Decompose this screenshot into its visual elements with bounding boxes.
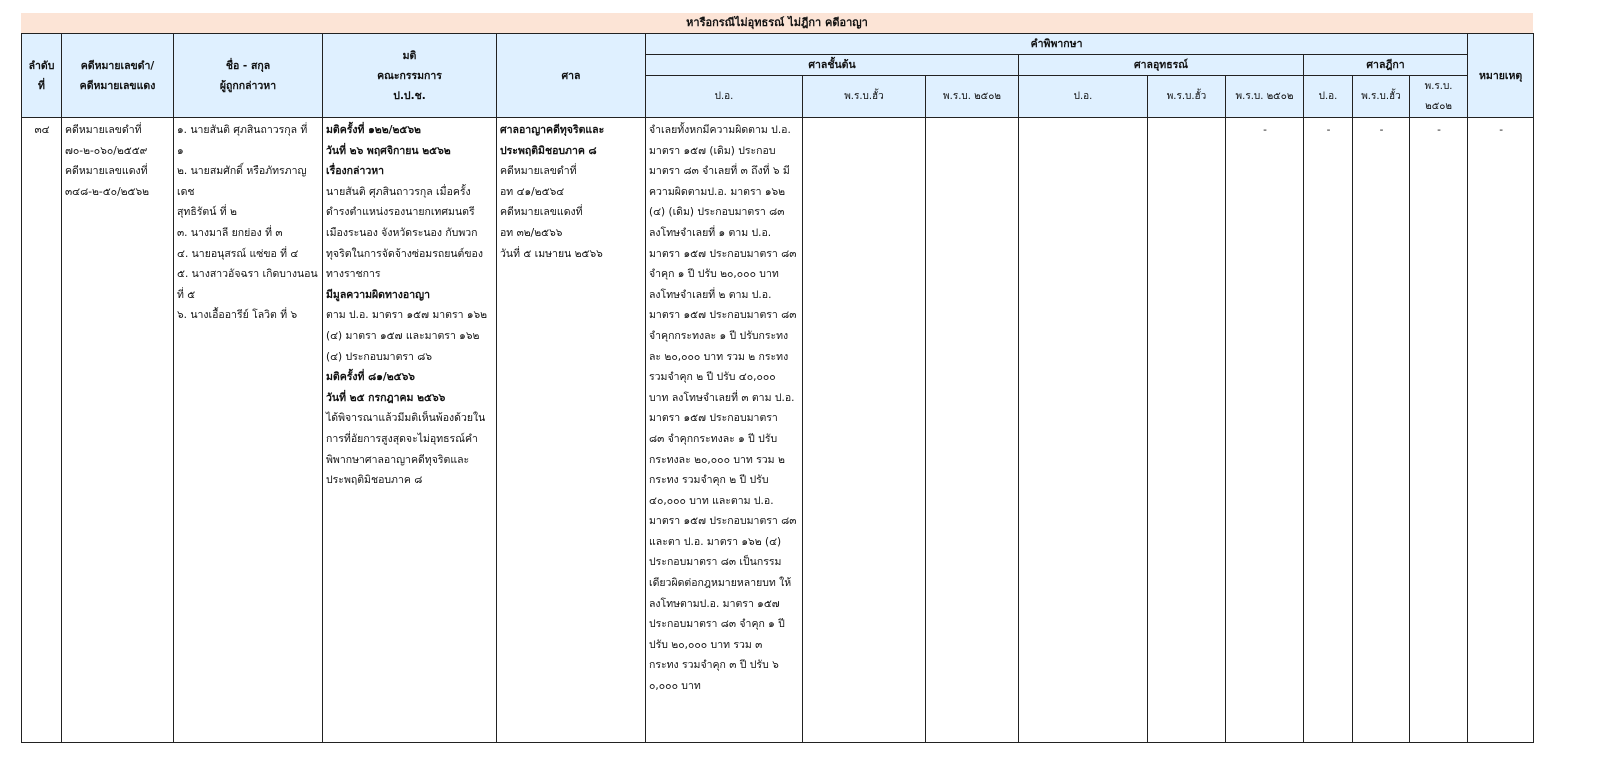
text-line: อท ๓๒/๒๕๖๖	[500, 226, 563, 239]
cell-case-number: คดีหมายเลขดำที่ ๗๐-๒-๐๖๐/๒๕๕๙ คดีหมายเลขแดงที่ ๓๔๘-๒-๕๐/๒๕๖๒	[62, 118, 174, 743]
text-line: วันที่ ๒๕ กรกฎาคม ๒๕๖๖	[326, 391, 446, 404]
text-line: มาตรา ๑๕๗ (เดิม) ประกอบ	[649, 144, 776, 157]
text-line: ความผิดตามป.อ. มาตรา ๑๖๒	[649, 185, 786, 198]
text-line: ทุจริตในการจัดจ้างซ่อมรถยนต์ของ	[326, 247, 483, 260]
header-appeal-pr-hua: พ.ร.บ.ฮั้ว	[1148, 76, 1226, 118]
text-line: ลงโทษตามป.อ. มาตรา ๑๕๗	[649, 597, 780, 610]
text-line: วันที่ ๒๖ พฤศจิกายน ๒๕๖๒	[326, 144, 451, 157]
cell-first-court-pr-hua	[803, 118, 926, 743]
text-line: ๐,๐๐๐ บาท	[649, 680, 701, 693]
case-table	[21, 33, 1534, 743]
text-line: ปรับ ๒๐,๐๐๐ บาท รวม ๓	[649, 638, 763, 651]
header-first-pr-2502: พ.ร.บ. ๒๕๐๒	[926, 76, 1019, 118]
text-line: เมืองระนอง จังหวัดระนอง กับพวก	[326, 226, 478, 239]
text-line: อท ๔๑/๒๕๖๔	[500, 185, 565, 198]
text-line: ทางราชการ	[326, 268, 381, 281]
header-supreme-pr-hua: พ.ร.บ.ฮั้ว	[1353, 76, 1410, 118]
header-supreme-pr-2502: พ.ร.บ. ๒๕๐๒	[1410, 76, 1468, 118]
text-line: พิพากษาศาลอาญาคดีทุจริตและ	[326, 453, 470, 466]
text-line: รวมจำคุก ๒ ปี ปรับ ๔๐,๐๐๐	[649, 371, 776, 384]
text-line: ศาลอาญาคดีทุจริตและ	[500, 124, 605, 136]
page-title: หารือกรณีไม่อุทธรณ์ ไม่ฎีกา คดีอาญา	[21, 13, 1533, 33]
text-line: (๔) มาตรา ๑๕๗ และมาตรา ๑๖๒	[326, 329, 480, 342]
text-line: ประพฤติมิชอบภาค ๘	[500, 144, 597, 157]
document-sheet	[21, 13, 1533, 743]
header-case-number: คดีหมายเลขดำ/ คดีหมายเลขแดง	[62, 34, 174, 118]
text-line: มาตรา ๑๕๗ ประกอบมาตรา ๘๓	[649, 247, 797, 260]
text-line: จำคุก ๑ ปี ปรับ ๒๐,๐๐๐ บาท	[649, 268, 779, 281]
cell-appeal-po	[1019, 118, 1148, 743]
text-line: ดำรงตำแหน่งรองนายกเทศมนตรี	[326, 206, 475, 219]
cell-supreme-pr-2502: -	[1410, 118, 1468, 743]
text-line: มาตรา ๑๕๗ ประกอบมาตรา	[649, 412, 778, 425]
header-appeal-pr-2502: พ.ร.บ. ๒๕๐๒	[1226, 76, 1304, 118]
header-first-court: ศาลชั้นต้น	[646, 55, 1019, 76]
text-line: เรื่องกล่าวหา	[326, 165, 385, 178]
cell-first-court-pr-2502	[926, 118, 1019, 743]
header-accused-name: ชื่อ - สกุล ผู้ถูกกล่าวหา	[174, 34, 323, 118]
text-line: ๔๐,๐๐๐ บาท และตาม ป.อ.	[649, 494, 774, 507]
text-line: การที่อัยการสูงสุดจะไม่อุทธรณ์คำ	[326, 432, 478, 445]
text-line: ได้พิจารณาแล้วมีมติเห็นพ้องด้วยใน	[326, 412, 486, 425]
cell-appeal-pr-hua	[1148, 118, 1226, 743]
table-row	[22, 118, 1534, 743]
cell-supreme-po: -	[1304, 118, 1353, 743]
cell-remark: -	[1468, 118, 1534, 743]
text-line: (๔) (เดิม) ประกอบมาตรา ๘๓	[649, 206, 785, 219]
text-line: เดียวผิดต่อกฎหมายหลายบท ให้	[649, 577, 792, 590]
text-line: ตาม ป.อ. มาตรา ๑๕๗ มาตรา ๑๖๒	[326, 309, 488, 322]
text-line: และตา ป.อ. มาตรา ๑๖๒ (๔)	[649, 535, 782, 548]
header-remark: หมายเหตุ	[1468, 34, 1534, 118]
header-first-po: ป.อ.	[646, 76, 803, 118]
text-line: นายสันติ ศุภสินถาวรกุล เมื่อครั้ง	[326, 185, 471, 198]
text-line: กระทง รวมจำคุก ๓ ปี ปรับ ๖	[649, 659, 779, 672]
text-line: ละ ๒๐,๐๐๐ บาท รวม ๒ กระทง	[649, 350, 789, 363]
cell-court	[497, 118, 646, 743]
text-line: มติครั้งที่ ๘๑/๒๕๖๖	[326, 371, 415, 384]
text-line: มาตรา ๑๕๗ ประกอบมาตรา ๘๓	[649, 515, 797, 528]
text-line: (๔) ประกอบมาตรา ๘๖	[326, 350, 433, 363]
text-line: จำเลยทั้งหกมีความผิดตาม ป.อ.	[649, 124, 791, 136]
header-supreme-court: ศาลฎีกา	[1304, 55, 1468, 76]
text-line: มาตรา ๘๓ จำเลยที่ ๓ ถึงที่ ๖ มี	[649, 165, 790, 178]
cell-first-court-po	[646, 118, 803, 743]
text-line: คดีหมายเลขดำที่	[500, 165, 577, 178]
header-judgment: คำพิพากษา	[646, 34, 1468, 55]
text-line: วันที่ ๕ เมษายน ๒๕๖๖	[500, 247, 603, 260]
text-line: ลงโทษจำเลยที่ ๒ ตาม ป.อ.	[649, 288, 772, 301]
text-line: มีมูลความผิดทางอาญา	[326, 288, 430, 301]
text-line: ๘๓ จำคุกกระทงละ ๑ ปี ปรับ	[649, 432, 778, 445]
text-line: ประพฤติมิชอบภาค ๘	[326, 474, 423, 487]
header-no: ลำดับ ที่	[22, 34, 62, 118]
header-appeal-court: ศาลอุทธรณ์	[1019, 55, 1304, 76]
cell-supreme-pr-hua: -	[1353, 118, 1410, 743]
cell-accused-names: ๑. นายสันติ ศุภสินถาวรกุล ที่ ๑ ๒. นายสมศักดิ์ หรือภัทรภาญ เดช สุทธิรัตน์ ที่ ๒ ๓. นางมาลี ยกย่อง ที่ ๓ ๔. นายอนุสรณ์ แซ่ขอ ที่ ๔ ๕. นางสาวอัจฉรา เกิดบางนอน ที่ ๕ ๖. นางเอื้ออารีย์ โลวิต ที่ ๖	[174, 118, 323, 743]
text-line: บาท ลงโทษจำเลยที่ ๓ ตาม ป.อ.	[649, 391, 795, 404]
header-first-pr-hua: พ.ร.บ.ฮั้ว	[803, 76, 926, 118]
header-appeal-po: ป.อ.	[1019, 76, 1148, 118]
text-line: กระทง รวมจำคุก ๒ ปี ปรับ	[649, 474, 769, 487]
cell-nacc-resolution	[323, 118, 497, 743]
text-line: ประกอบมาตรา ๘๓ เป็นกรรม	[649, 556, 782, 569]
text-line: ประกอบมาตรา ๘๓ จำคุก ๑ ปี	[649, 618, 785, 631]
header-supreme-po: ป.อ.	[1304, 76, 1353, 118]
text-line: จำคุกกระทงละ ๑ ปี ปรับกระทง	[649, 329, 789, 342]
header-court: ศาล	[497, 34, 646, 118]
cell-no: ๓๔	[22, 118, 62, 743]
text-line: กระทงละ ๒๐,๐๐๐ บาท รวม ๒	[649, 453, 785, 466]
cell-appeal-pr-2502: -	[1226, 118, 1304, 743]
text-line: คดีหมายเลขแดงที่	[500, 206, 583, 219]
text-line: มาตรา ๑๕๗ ประกอบมาตรา ๘๓	[649, 309, 797, 322]
text-line: มติครั้งที่ ๑๒๒/๒๕๖๒	[326, 124, 421, 136]
text-line: ลงโทษจำเลยที่ ๑ ตาม ป.อ.	[649, 226, 772, 239]
header-nacc-resolution: มติ คณะกรรมการ ป.ป.ช.	[323, 34, 497, 118]
